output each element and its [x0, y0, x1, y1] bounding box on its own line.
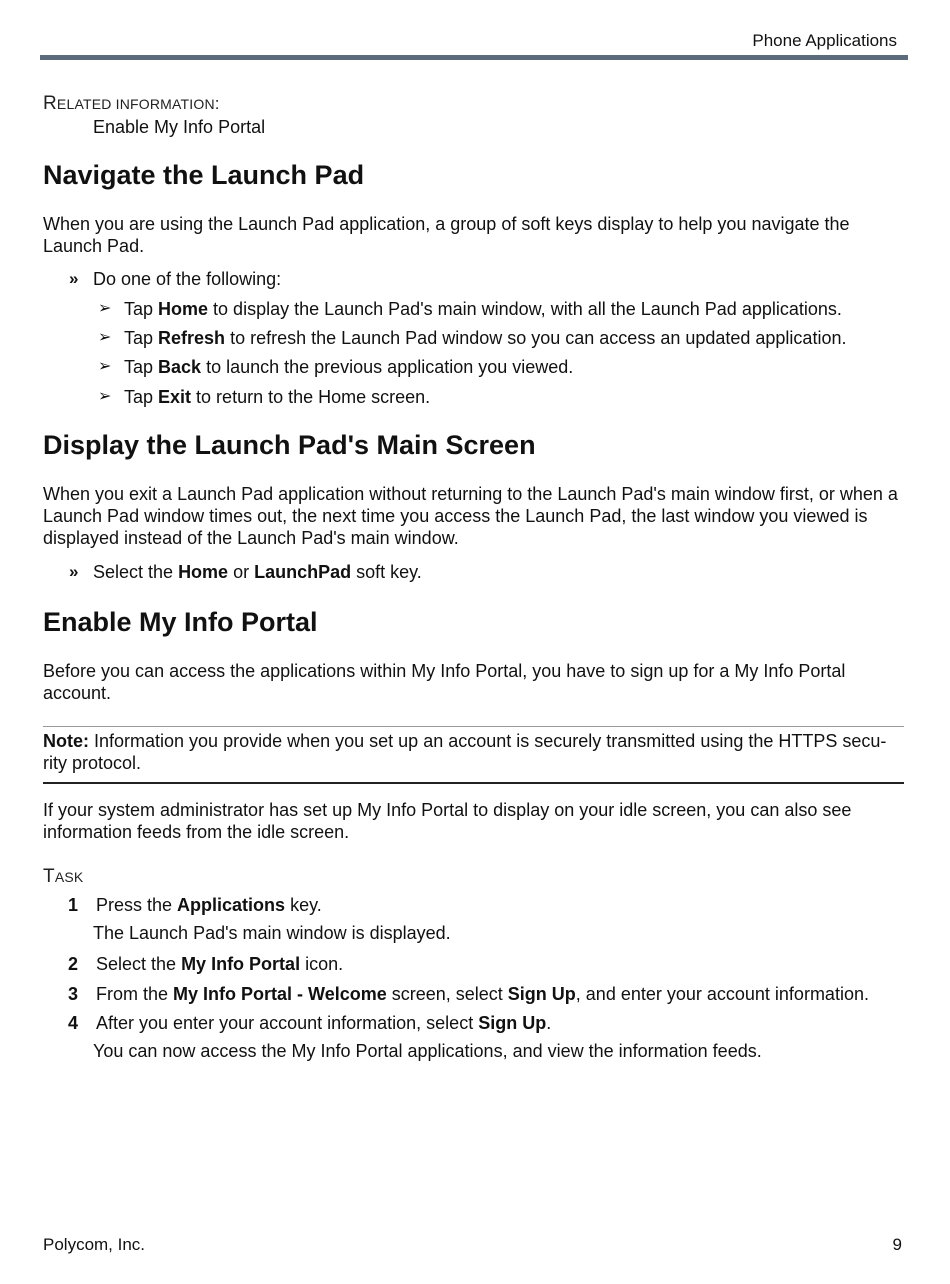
- note-text: Information you provide when you set up an account is securely transmitted using the HTTPS secu-rity protocol.: [43, 731, 887, 773]
- heading-display-main-screen: Display the Launch Pad's Main Screen: [43, 430, 536, 460]
- task-step-1-result: The Launch Pad's main window is displayed.: [93, 923, 451, 943]
- list-item: ➢ Tap Back to launch the previous application you viewed.: [98, 357, 574, 377]
- related-information-label: RELATED INFORMATION:: [43, 93, 220, 114]
- heading-enable-my-info-portal: Enable My Info Portal: [43, 607, 318, 637]
- footer-page-number: 9: [892, 1235, 902, 1254]
- list-item: ➢ Tap Refresh to refresh the Launch Pad window so you can access an updated application.: [98, 328, 847, 348]
- paragraph-display-intro: When you exit a Launch Pad application without returning to the Launch Pad's main window first, or when a Launch Pad window times out, the next time you access the Launch Pad, the last window you viewed is displayed instead of the Launch Pad's main window.: [43, 484, 898, 548]
- note-rule-top: [43, 726, 904, 727]
- bullet-mark: »: [69, 562, 79, 581]
- paragraph-navigate-intro: When you are using the Launch Pad application, a group of soft keys display to help you navigate the Launch Pad.: [43, 214, 850, 256]
- step-number: 3: [68, 984, 79, 1004]
- note-label: Note:: [43, 731, 89, 751]
- task-step-4-result: You can now access the My Info Portal applications, and view the information feeds.: [93, 1041, 762, 1061]
- bullet-mark: »: [69, 269, 79, 288]
- arrow-bullet-icon: ➢: [98, 358, 112, 375]
- paragraph-after-note: If your system administrator has set up My Info Portal to display on your idle screen, you can also see information feeds from the idle screen.: [43, 800, 852, 842]
- list-item: ➢ Tap Home to display the Launch Pad's main window, with all the Launch Pad applications.: [98, 299, 842, 319]
- step-number: 2: [68, 954, 79, 974]
- related-link-enable-my-info-portal[interactable]: Enable My Info Portal: [93, 117, 266, 137]
- list-item: ➢ Tap Exit to return to the Home screen.: [98, 387, 431, 407]
- step-number: 4: [68, 1013, 79, 1033]
- note-rule-bottom: [43, 782, 904, 784]
- note-box: [43, 730, 904, 774]
- step-number: 1: [68, 895, 79, 915]
- task-step-1: 1 Press the Applications key.: [68, 895, 322, 915]
- arrow-bullet-icon: ➢: [98, 388, 112, 405]
- paragraph-enable-intro: Before you can access the applications within My Info Portal, you have to sign up for a My Info Portal account.: [43, 661, 846, 703]
- arrow-bullet-icon: ➢: [98, 300, 112, 317]
- task-step-2: 2 Select the My Info Portal icon.: [68, 954, 344, 974]
- bullet-do-one: » Do one of the following:: [69, 269, 282, 289]
- arrow-bullet-icon: ➢: [98, 329, 112, 346]
- task-step-4: 4 After you enter your account information, select Sign Up.: [68, 1013, 552, 1033]
- running-header: Phone Applications: [752, 31, 897, 50]
- task-label: TASK: [43, 866, 84, 887]
- footer-company: Polycom, Inc.: [43, 1235, 146, 1254]
- heading-navigate-launch-pad: Navigate the Launch Pad: [43, 160, 365, 190]
- task-step-3: 3 From the My Info Portal - Welcome screen, select Sign Up, and enter your account information.: [68, 984, 869, 1004]
- header-rule: [40, 55, 908, 60]
- bullet-select-home: » Select the Home or LaunchPad soft key.: [69, 562, 422, 582]
